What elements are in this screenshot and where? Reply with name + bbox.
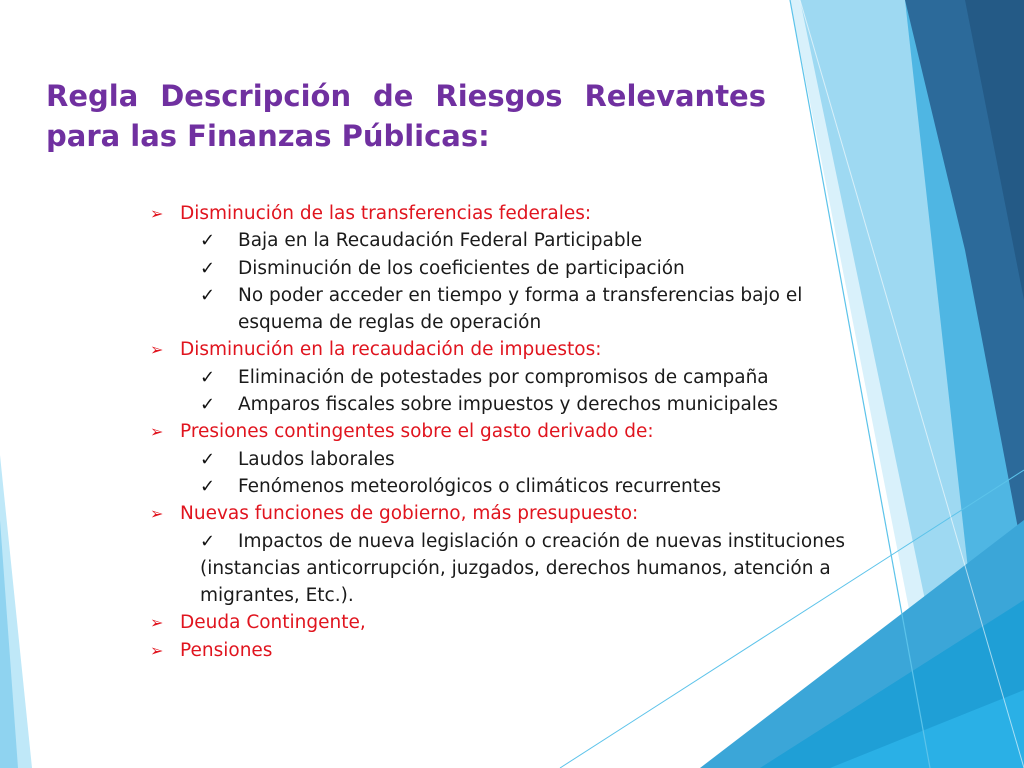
section-heading-deuda xyxy=(150,609,910,636)
list-item xyxy=(150,364,910,391)
list-item-text: Impactos de nueva legislación o creación de nuevas instituciones (instancias anticorrupción, juzgados, derechos humanos, atención a migrantes, Etc.). xyxy=(200,530,845,607)
list-item-text: Amparos fiscales sobre impuestos y derechos municipales xyxy=(238,394,778,416)
checkmark-icon: ✓ xyxy=(200,530,216,552)
list-item-text: Laudos laborales xyxy=(238,448,395,470)
list-item xyxy=(150,528,910,610)
title-word: Regla xyxy=(46,79,139,113)
checkmark-icon: ✓ xyxy=(200,284,216,306)
list-item xyxy=(150,391,910,418)
list-item xyxy=(150,282,868,337)
arrow-bullet-icon: ➢ xyxy=(150,340,164,360)
title-word: Relevantes xyxy=(584,79,766,113)
section-heading-nuevas-funciones xyxy=(150,500,910,527)
list-item-text: Fenómenos meteorológicos o climáticos recurrentes xyxy=(238,475,721,497)
checkmark-icon: ✓ xyxy=(200,475,216,497)
checkmark-icon: ✓ xyxy=(200,257,216,279)
list-item xyxy=(150,446,910,473)
section-heading-text: Deuda Contingente, xyxy=(180,612,366,634)
arrow-bullet-icon: ➢ xyxy=(150,640,164,660)
title-word: de xyxy=(373,79,414,113)
title-word: Descripción xyxy=(160,79,352,113)
title-word: Riesgos xyxy=(435,79,563,113)
section-heading-transferencias xyxy=(150,200,910,227)
title-line-1 xyxy=(46,76,766,116)
section-heading-pensiones xyxy=(150,637,910,664)
checkmark-icon: ✓ xyxy=(200,366,216,388)
title-line-2: para las Finanzas Públicas: xyxy=(46,119,490,153)
list-item-text: Baja en la Recaudación Federal Participable xyxy=(238,230,643,252)
checkmark-icon: ✓ xyxy=(200,394,216,416)
list-item-text: Eliminación de potestades por compromisos de campaña xyxy=(238,366,769,388)
section-heading-text: Disminución de las transferencias federales: xyxy=(180,203,592,224)
section-heading-presiones xyxy=(150,418,910,445)
list-item xyxy=(150,255,910,282)
list-item xyxy=(150,227,910,254)
arrow-bullet-icon: ➢ xyxy=(150,613,164,633)
checkmark-icon: ✓ xyxy=(200,230,216,252)
section-heading-text: Disminución en la recaudación de impuestos: xyxy=(180,339,602,361)
list-item xyxy=(150,473,910,500)
list-item-text: Disminución de los coeficientes de participación xyxy=(238,257,685,279)
section-heading-text: Pensiones xyxy=(180,639,273,661)
arrow-bullet-icon: ➢ xyxy=(150,204,164,223)
section-heading-text: Presiones contingentes sobre el gasto derivado de: xyxy=(180,421,654,443)
arrow-bullet-icon: ➢ xyxy=(150,422,164,442)
section-heading-recaudacion xyxy=(150,336,910,363)
slide-title xyxy=(46,76,766,156)
section-heading-text: Nuevas funciones de gobierno, más presupuesto: xyxy=(180,503,639,525)
arrow-bullet-icon: ➢ xyxy=(150,504,164,524)
checkmark-icon: ✓ xyxy=(200,448,216,470)
list-item-text: No poder acceder en tiempo y forma a transferencias bajo el esquema de reglas de operación xyxy=(238,284,803,334)
bullet-list xyxy=(150,200,910,664)
